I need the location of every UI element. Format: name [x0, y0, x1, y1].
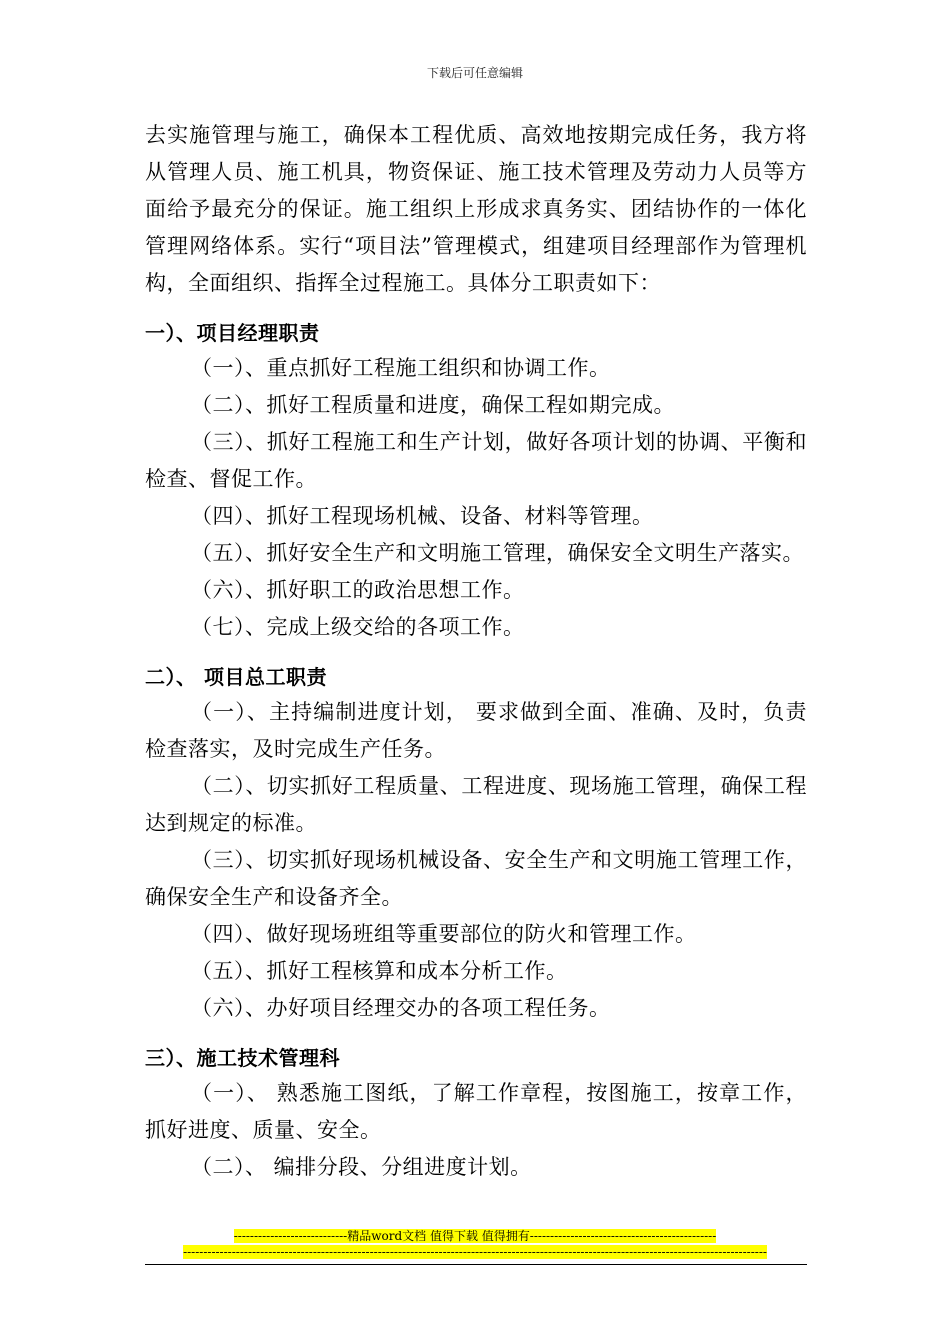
- footer-banner: [0, 1228, 950, 1244]
- list-item: （四）、抓好工程现场机械、设备、材料等管理。: [191, 504, 654, 528]
- document-body: [145, 117, 807, 1186]
- page-header: 下载后可任意编辑: [426, 66, 523, 80]
- list-item: （一）、重点抓好工程施工组织和协调工作。: [191, 356, 611, 380]
- intro-paragraph: 去实施管理与施工，确保本工程优质、高效地按期完成任务，我方将从管理人员、施工机具，物资保证、施工技术管理及劳动力人员等方面给予最充分的保证。施工组织上形成求真务实、团结协作的一体化管理网络体系。实行“项目法”管理模式，组建项目经理部作为管理机构，全面组织、指挥全过程施工。具体分工职责如下：: [145, 123, 807, 295]
- list-item: （三）、切实抓好现场机械设备、安全生产和文明施工管理工作，确保安全生产和设备齐全。: [145, 848, 807, 909]
- section-3: [145, 1041, 807, 1186]
- section-1: [145, 316, 807, 646]
- list-item: （一）、主持编制进度计划， 要求做到全面、准确、及时，负责检查落实，及时完成生产任务。: [145, 700, 807, 761]
- list-item: （四）、做好现场班组等重要部位的防火和管理工作。: [191, 922, 697, 946]
- section-2: [145, 660, 807, 1027]
- footer-dashes-text: ------------------------------------------------------------------------------------------------------------------------------------------------: [183, 1245, 767, 1259]
- list-item: （一）、 熟悉施工图纸，了解工作章程，按图施工，按章工作，抓好进度、质量、安全。: [145, 1081, 807, 1142]
- list-item: （五）、抓好安全生产和文明施工管理，确保安全文明生产落实。: [191, 541, 804, 565]
- list-item: （六）、办好项目经理交办的各项工程任务。: [191, 996, 611, 1020]
- footer-rule: [145, 1264, 807, 1265]
- list-item: （六）、抓好职工的政治思想工作。: [191, 578, 525, 602]
- list-item: （二）、切实抓好工程质量、工程进度、现场施工管理，确保工程达到规定的标准。: [145, 774, 807, 835]
- list-item: （三）、抓好工程施工和生产计划，做好各项计划的协调、平衡和检查、督促工作。: [145, 430, 807, 491]
- list-item: （二）、 编排分段、分组进度计划。: [191, 1155, 532, 1179]
- footer-banner-text: ----------------------------精品word文档 值得下载 值得拥有----------------------------------------------: [233, 1229, 717, 1243]
- section-heading: 一）、项目经理职责: [145, 321, 320, 345]
- list-item: （二）、抓好工程质量和进度，确保工程如期完成。: [191, 393, 675, 417]
- footer-dashes: [0, 1244, 950, 1260]
- section-heading: 三）、施工技术管理科: [145, 1046, 340, 1070]
- section-heading: 二）、 项目总工职责: [145, 665, 327, 689]
- list-item: （五）、抓好工程核算和成本分析工作。: [191, 959, 568, 983]
- list-item: （七）、完成上级交给的各项工作。: [191, 615, 525, 639]
